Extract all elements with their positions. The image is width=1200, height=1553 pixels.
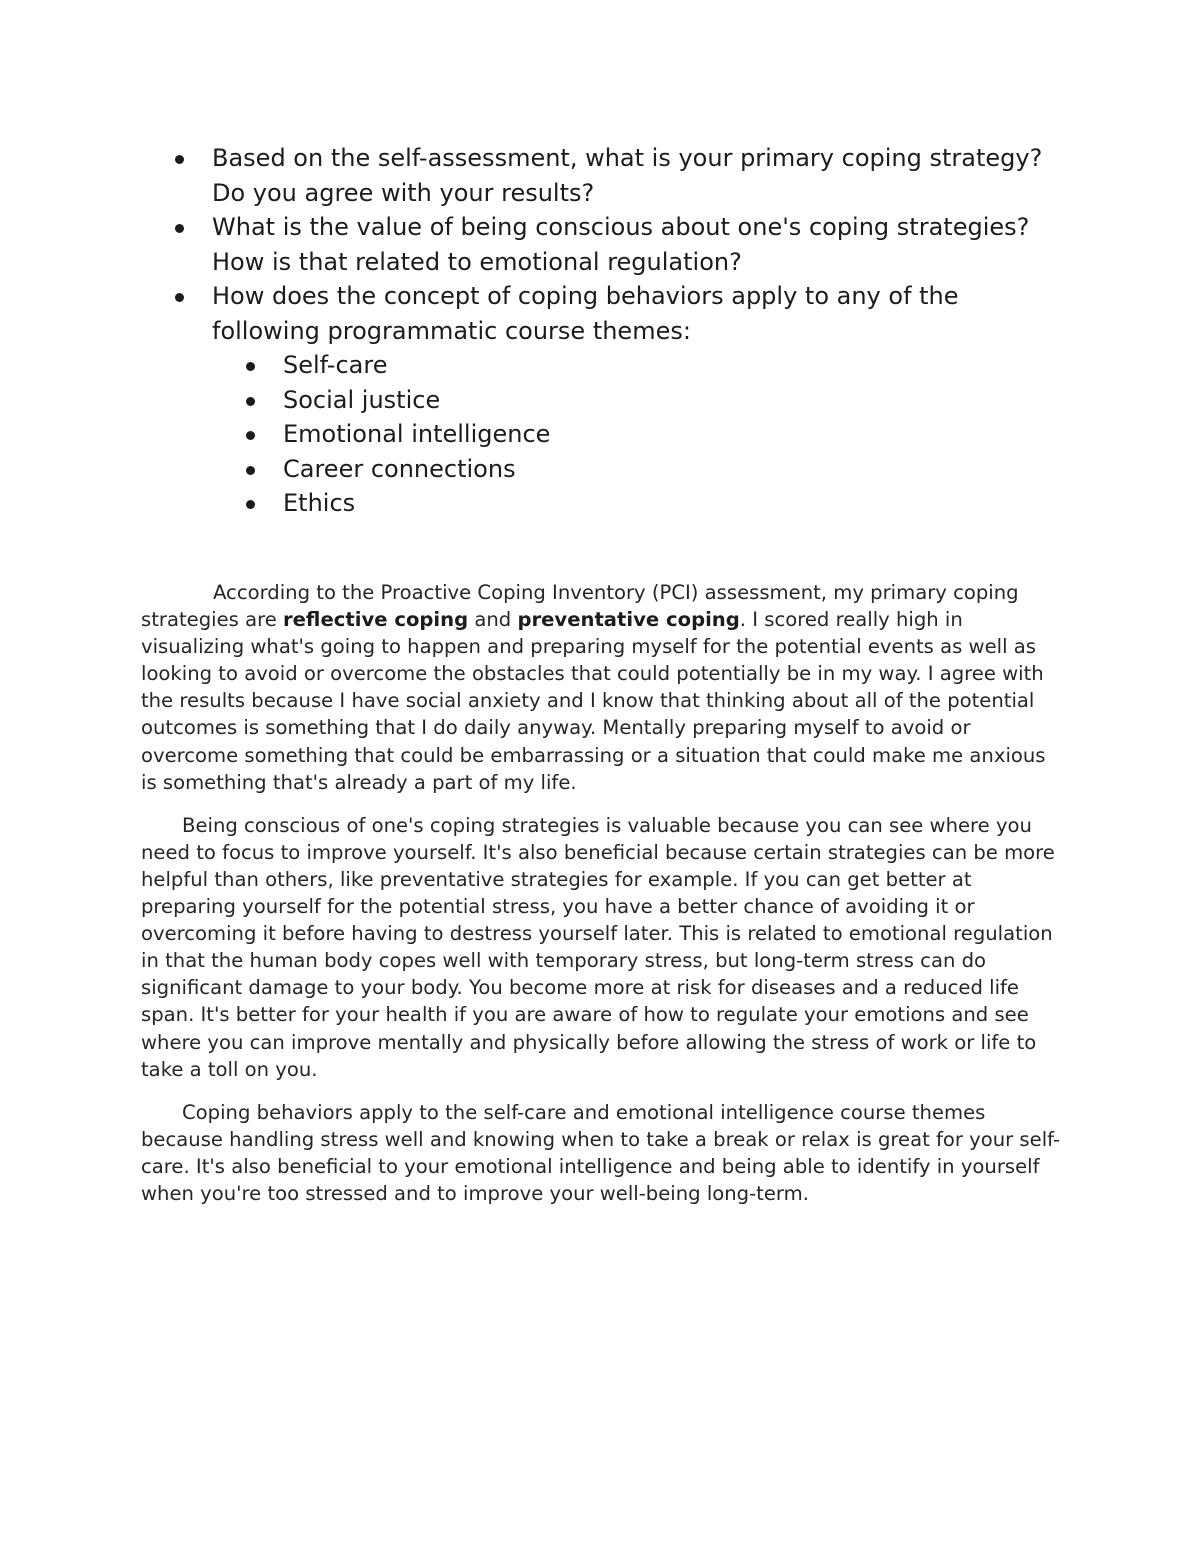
answer-paragraph-3: Coping behaviors apply to the self-care and emotional intelligence course themes because handling stress well and knowing when to take a break or relax is great for your self-care. It's also beneficial to your emotional intelligence and being able to identify in yourself when you're too stressed and to improve your well-being long-term. bbox=[141, 1100, 1061, 1205]
bold-term-preventative-coping: preventative coping bbox=[517, 608, 740, 632]
answer-paragraph-2: Being conscious of one's coping strategies is valuable because you can see where you need to focus to improve yourself. It's also beneficial because certain strategies can be more helpful than others, like preventative strategies for example. If you can get better at preparing yourself for the potential stress, you have a better chance of avoiding it or overcoming it before having to destress yourself later. This is related to emotional regulation in that the human body copes well with temporary stress, but long-term stress can do significant damage to your body. You become more at risk for diseases and a reduced life span. It's better for your health if you are aware of how to regulate your emotions and see where you can improve mentally and physically before allowing the stress of work or life to take a toll on you. bbox=[141, 813, 1055, 1081]
theme-text: Emotional intelligence bbox=[283, 420, 551, 448]
theme-text: Social justice bbox=[283, 385, 441, 414]
answer-section bbox=[141, 579, 1061, 1207]
question-list bbox=[168, 141, 1048, 521]
bullet-icon bbox=[175, 155, 184, 164]
theme-text: Career connections bbox=[283, 454, 516, 483]
question-text: What is the value of being conscious about one's coping strategies? How is that related to emotional regulation? bbox=[212, 213, 1030, 276]
bullet-icon bbox=[175, 224, 184, 233]
bullet-icon bbox=[246, 500, 255, 509]
theme-item bbox=[168, 417, 1048, 452]
question-item bbox=[168, 279, 1048, 348]
bold-term-reflective-coping: reflective coping bbox=[282, 608, 469, 632]
bullet-icon bbox=[175, 293, 184, 302]
bullet-icon bbox=[246, 466, 255, 475]
answer-text: According to the Proactive Coping Inventory (PCI) assessment, my primary coping strategies are bbox=[141, 581, 1019, 632]
theme-text: Self-care bbox=[283, 351, 388, 379]
question-item bbox=[168, 210, 1048, 279]
theme-item bbox=[168, 486, 1048, 521]
bullet-icon bbox=[246, 431, 255, 440]
theme-text: Ethics bbox=[283, 489, 356, 517]
answer-text: and bbox=[468, 608, 518, 632]
question-text: Based on the self-assessment, what is your primary coping strategy? Do you agree with your results? bbox=[212, 144, 1043, 207]
answer-paragraph-1 bbox=[141, 579, 1061, 796]
theme-list-container bbox=[168, 348, 1048, 521]
question-text: How does the concept of coping behaviors apply to any of the following programmatic course themes: bbox=[212, 282, 959, 345]
question-item bbox=[168, 141, 1048, 210]
theme-item bbox=[168, 383, 1048, 418]
answer-text: . I scored really high in visualizing what's going to happen and preparing myself for the potential events as well as looking to avoid or overcome the obstacles that could potentially be in my way. I agree with the results because I have social anxiety and I know that thinking about all of the potential outcomes is something that I do daily anyway. Mentally preparing myself to avoid or overcome something that could be embarrassing or a situation that could make me anxious is something that's already a part of my life. bbox=[141, 608, 1046, 794]
theme-list bbox=[168, 348, 1048, 521]
theme-item bbox=[168, 452, 1048, 487]
bullet-icon bbox=[246, 397, 255, 406]
bullet-icon bbox=[246, 362, 255, 371]
theme-item bbox=[168, 348, 1048, 383]
